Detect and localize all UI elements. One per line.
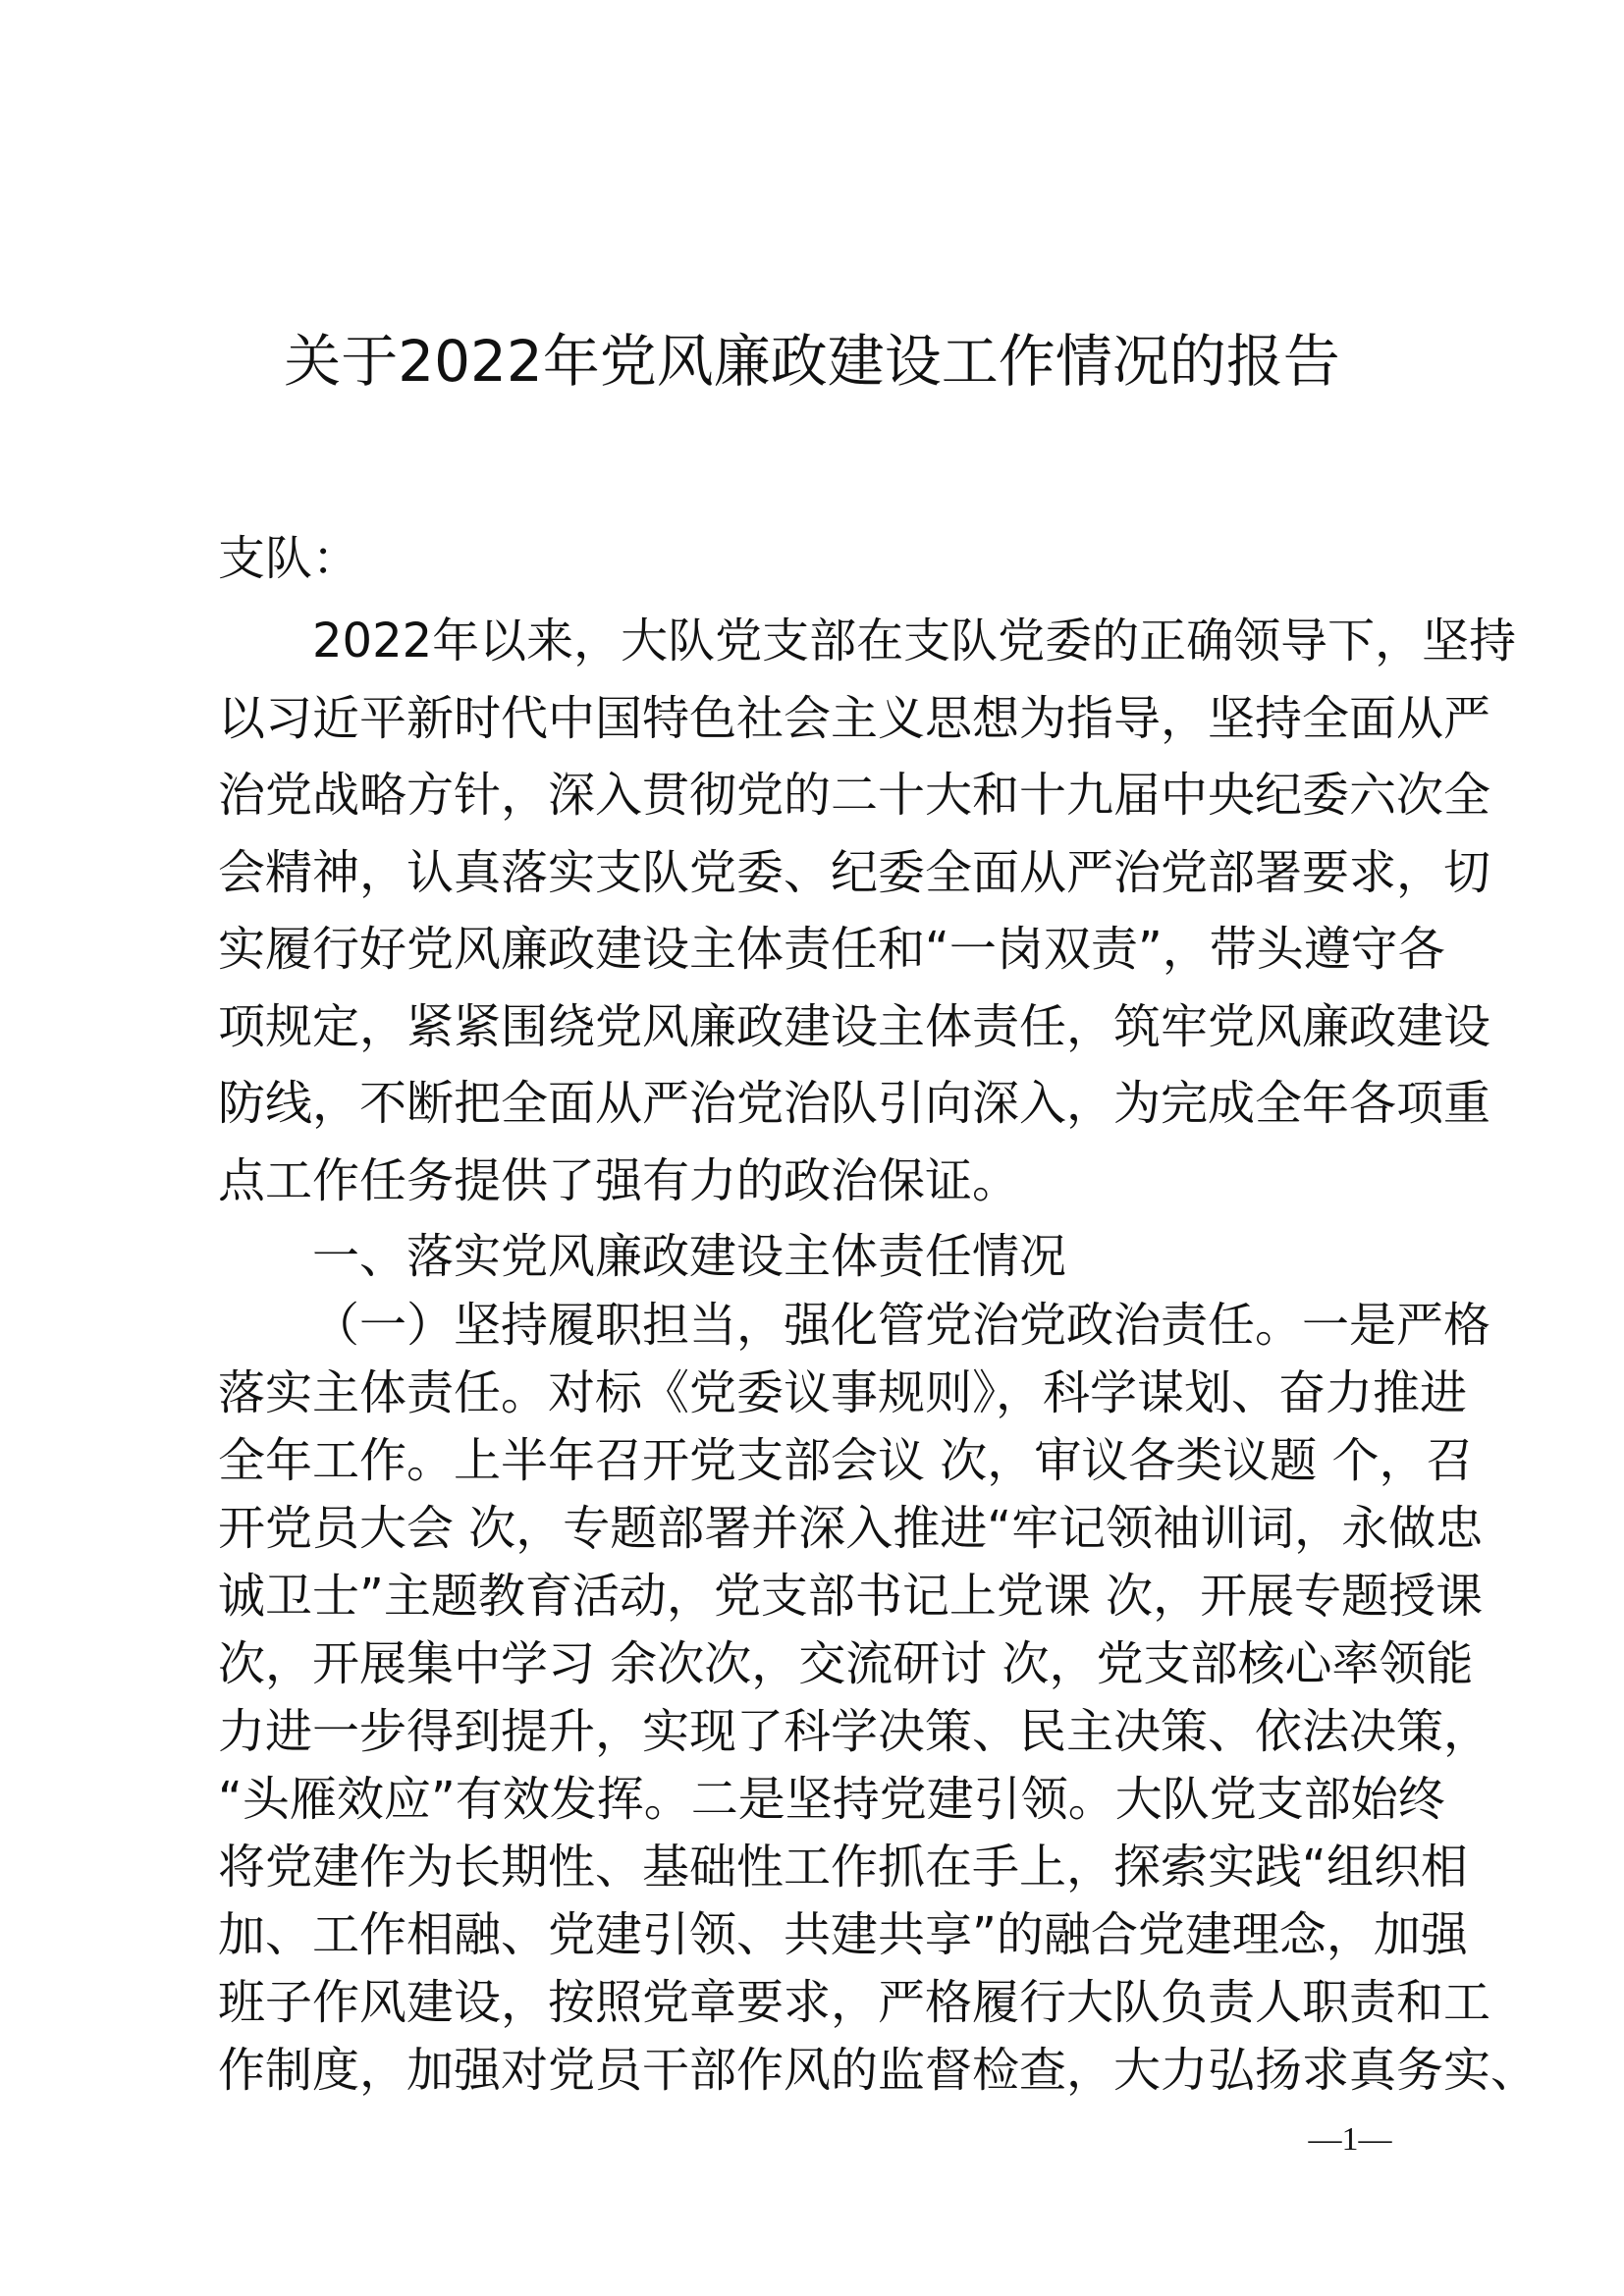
- section-heading: 一、落实党风廉政建设主体责任情况: [312, 1229, 1067, 1284]
- paragraph-line: （一）坚持履职担当，强化管党治党政治责任。一是严格: [312, 1298, 1491, 1353]
- paragraph-line: 2022年以来，大队党支部在支队党委的正确领导下，坚持: [312, 614, 1517, 668]
- paragraph-line: 加、工作相融、党建引领、共建共享”的融合党建理念，加强: [218, 1907, 1468, 1962]
- paragraph-line: 诚卫士”主题教育活动，党支部书记上党课 次，开展专题授课: [218, 1569, 1484, 1624]
- paragraph-line: 将党建作为长期性、基础性工作抓在手上，探索实践“组织相: [218, 1840, 1468, 1895]
- paragraph-line: 力进一步得到提升，实现了科学决策、民主决策、依法决策，: [218, 1704, 1491, 1759]
- paragraph-line: 防线，不断把全面从严治党治队引向深入，为完成全年各项重: [218, 1076, 1491, 1131]
- paragraph-line: 实履行好党风廉政建设主体责任和“一岗双责”，带头遵守各: [218, 922, 1445, 977]
- paragraph-line: “头雁效应”有效发挥。二是坚持党建引领。大队党支部始终: [218, 1772, 1445, 1827]
- paragraph-line: 项规定，紧紧围绕党风廉政建设主体责任，筑牢党风廉政建设: [218, 998, 1491, 1054]
- paragraph-line: 会精神，认真落实支队党委、纪委全面从严治党部署要求，切: [218, 844, 1491, 900]
- paragraph-line: 以习近平新时代中国特色社会主义思想为指导，坚持全面从严: [218, 690, 1491, 746]
- paragraph-line: 落实主体责任。对标《党委议事规则》，科学谋划、奋力推进: [218, 1365, 1468, 1420]
- document-title: 关于2022年党风廉政建设工作情况的报告: [284, 328, 1340, 395]
- paragraph-line: 班子作风建设，按照党章要求，严格履行大队负责人职责和工: [218, 1975, 1491, 2030]
- paragraph-line: 治党战略方针，深入贯彻党的二十大和十九届中央纪委六次全: [218, 768, 1491, 823]
- paragraph-line: 全年工作。上半年召开党支部会议 次，审议各类议题 个，召: [218, 1433, 1474, 1488]
- paragraph-line: 开党员大会 次，专题部署并深入推进“牢记领袖训词，永做忠: [218, 1501, 1484, 1556]
- paragraph-line: 点工作任务提供了强有力的政治保证。: [218, 1152, 1020, 1208]
- paragraph-line: 次，开展集中学习 余次次，交流研讨 次，党支部核心率领能: [218, 1636, 1474, 1691]
- salutation: 支队：: [218, 531, 360, 586]
- page-number: —1—: [1308, 2121, 1392, 2158]
- paragraph-line: 作制度，加强对党员干部作风的监督检查，大力弘扬求真务实、: [218, 2043, 1539, 2098]
